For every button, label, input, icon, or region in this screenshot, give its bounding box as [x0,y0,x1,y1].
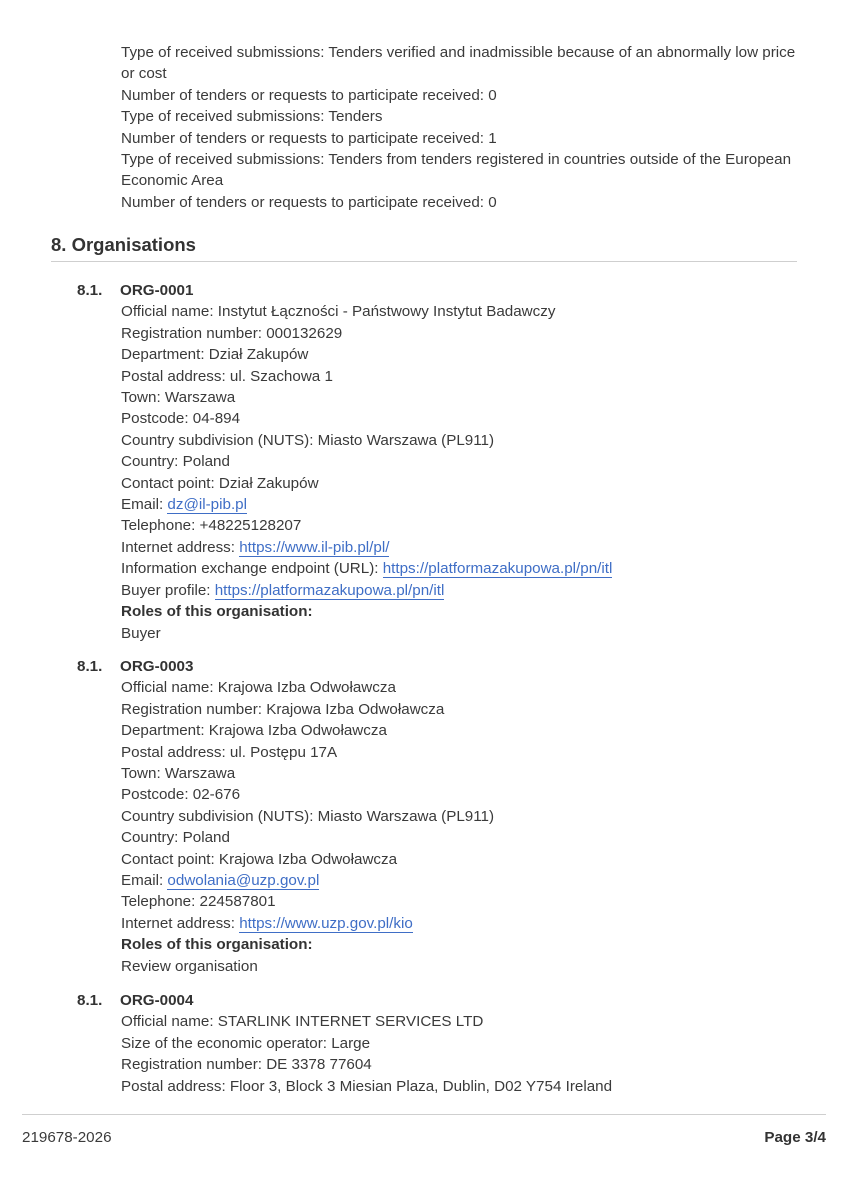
org-id: ORG-0001 [120,282,194,299]
organisation-entry [77,280,797,644]
org-details [121,301,797,644]
org-details [121,1011,797,1097]
exchange-endpoint-label: Information exchange endpoint (URL): [121,560,383,578]
official-name: Official name: STARLINK INTERNET SERVICES LTD [121,1013,484,1031]
organisation-entry [77,656,797,977]
town: Town: Warszawa [121,389,236,407]
internet-address-link[interactable]: https://www.il-pib.pl/pl/ [239,538,390,556]
email-link[interactable]: odwolania@uzp.gov.pl [167,872,320,890]
org-section-number: 8.1. [77,658,103,675]
postcode: Postcode: 02-676 [121,786,241,804]
submission-type-line: Type of received submissions: Tenders verified and inadmissible because of an abnormally low price or cost [121,44,796,83]
internet-address-label: Internet address: [121,914,240,932]
department: Department: Dział Zakupów [121,346,309,364]
org-heading [77,656,797,677]
exchange-endpoint-link[interactable]: https://platformazakupowa.pl/pn/itl [382,560,613,578]
registration-number: Registration number: 000132629 [121,324,343,342]
buyer-profile-label: Buyer profile: [121,581,215,599]
tender-count-line: Number of tenders or requests to participate received: 0 [121,193,497,211]
roles-label: Roles of this organisation: [121,936,313,954]
email-row [121,870,797,891]
email-label: Email: [121,496,168,514]
org-details [121,677,797,977]
submission-type-line: Type of received submissions: Tenders from tenders registered in countries outside of the European Economic Area [121,151,792,190]
internet-address-row [121,913,797,934]
postal-address: Postal address: Floor 3, Block 3 Miesian Plaza, Dublin, D02 Y754 Ireland [121,1077,613,1095]
internet-address-label: Internet address: [121,538,240,556]
org-id: ORG-0003 [120,658,194,675]
official-name: Official name: Krajowa Izba Odwoławcza [121,679,396,697]
tender-count-line: Number of tenders or requests to participate received: 1 [121,129,497,147]
postal-address: Postal address: ul. Szachowa 1 [121,367,333,385]
section-heading-organisations: 8. Organisations [51,233,797,262]
postal-address: Postal address: ul. Postępu 17A [121,743,338,761]
country: Country: Poland [121,829,230,847]
tender-count-line: Number of tenders or requests to participate received: 0 [121,86,497,104]
internet-address-row [121,537,797,558]
registration-number: Registration number: Krajowa Izba Odwoławcza [121,700,445,718]
telephone: Telephone: 224587801 [121,893,276,911]
country-subdivision: Country subdivision (NUTS): Miasto Warszawa (PL911) [121,431,495,449]
org-id: ORG-0004 [120,992,194,1009]
roles-value: Buyer [121,624,161,642]
economic-operator-size: Size of the economic operator: Large [121,1034,371,1052]
organisation-entry [77,990,797,1097]
buyer-profile-link[interactable]: https://platformazakupowa.pl/pn/itl [214,581,445,599]
footer-divider [22,1114,826,1115]
registration-number: Registration number: DE 3378 77604 [121,1056,372,1074]
page-indicator: Page 3/4 [764,1129,826,1146]
submission-type-line: Type of received submissions: Tenders [121,108,383,126]
roles-value: Review organisation [121,957,258,975]
buyer-profile-row [121,580,797,601]
email-label: Email: [121,872,168,890]
org-section-number: 8.1. [77,992,103,1009]
department: Department: Krajowa Izba Odwoławcza [121,722,387,740]
contact-point: Contact point: Krajowa Izba Odwoławcza [121,850,398,868]
org-section-number: 8.1. [77,282,103,299]
internet-address-link[interactable]: https://www.uzp.gov.pl/kio [239,914,413,932]
postcode: Postcode: 04-894 [121,410,241,428]
org-heading [77,990,797,1011]
telephone: Telephone: +48225128207 [121,517,302,535]
country-subdivision: Country subdivision (NUTS): Miasto Warszawa (PL911) [121,807,495,825]
official-name: Official name: Instytut Łączności - Państwowy Instytut Badawczy [121,303,556,321]
exchange-endpoint-row [121,558,797,579]
contact-point: Contact point: Dział Zakupów [121,474,319,492]
roles-label: Roles of this organisation: [121,603,313,621]
country: Country: Poland [121,453,230,471]
org-heading [77,280,797,301]
notice-number: 219678-2026 [22,1129,112,1146]
email-link[interactable]: dz@il-pib.pl [167,496,247,514]
email-row [121,494,797,515]
submissions-block [121,42,801,213]
town: Town: Warszawa [121,765,236,783]
